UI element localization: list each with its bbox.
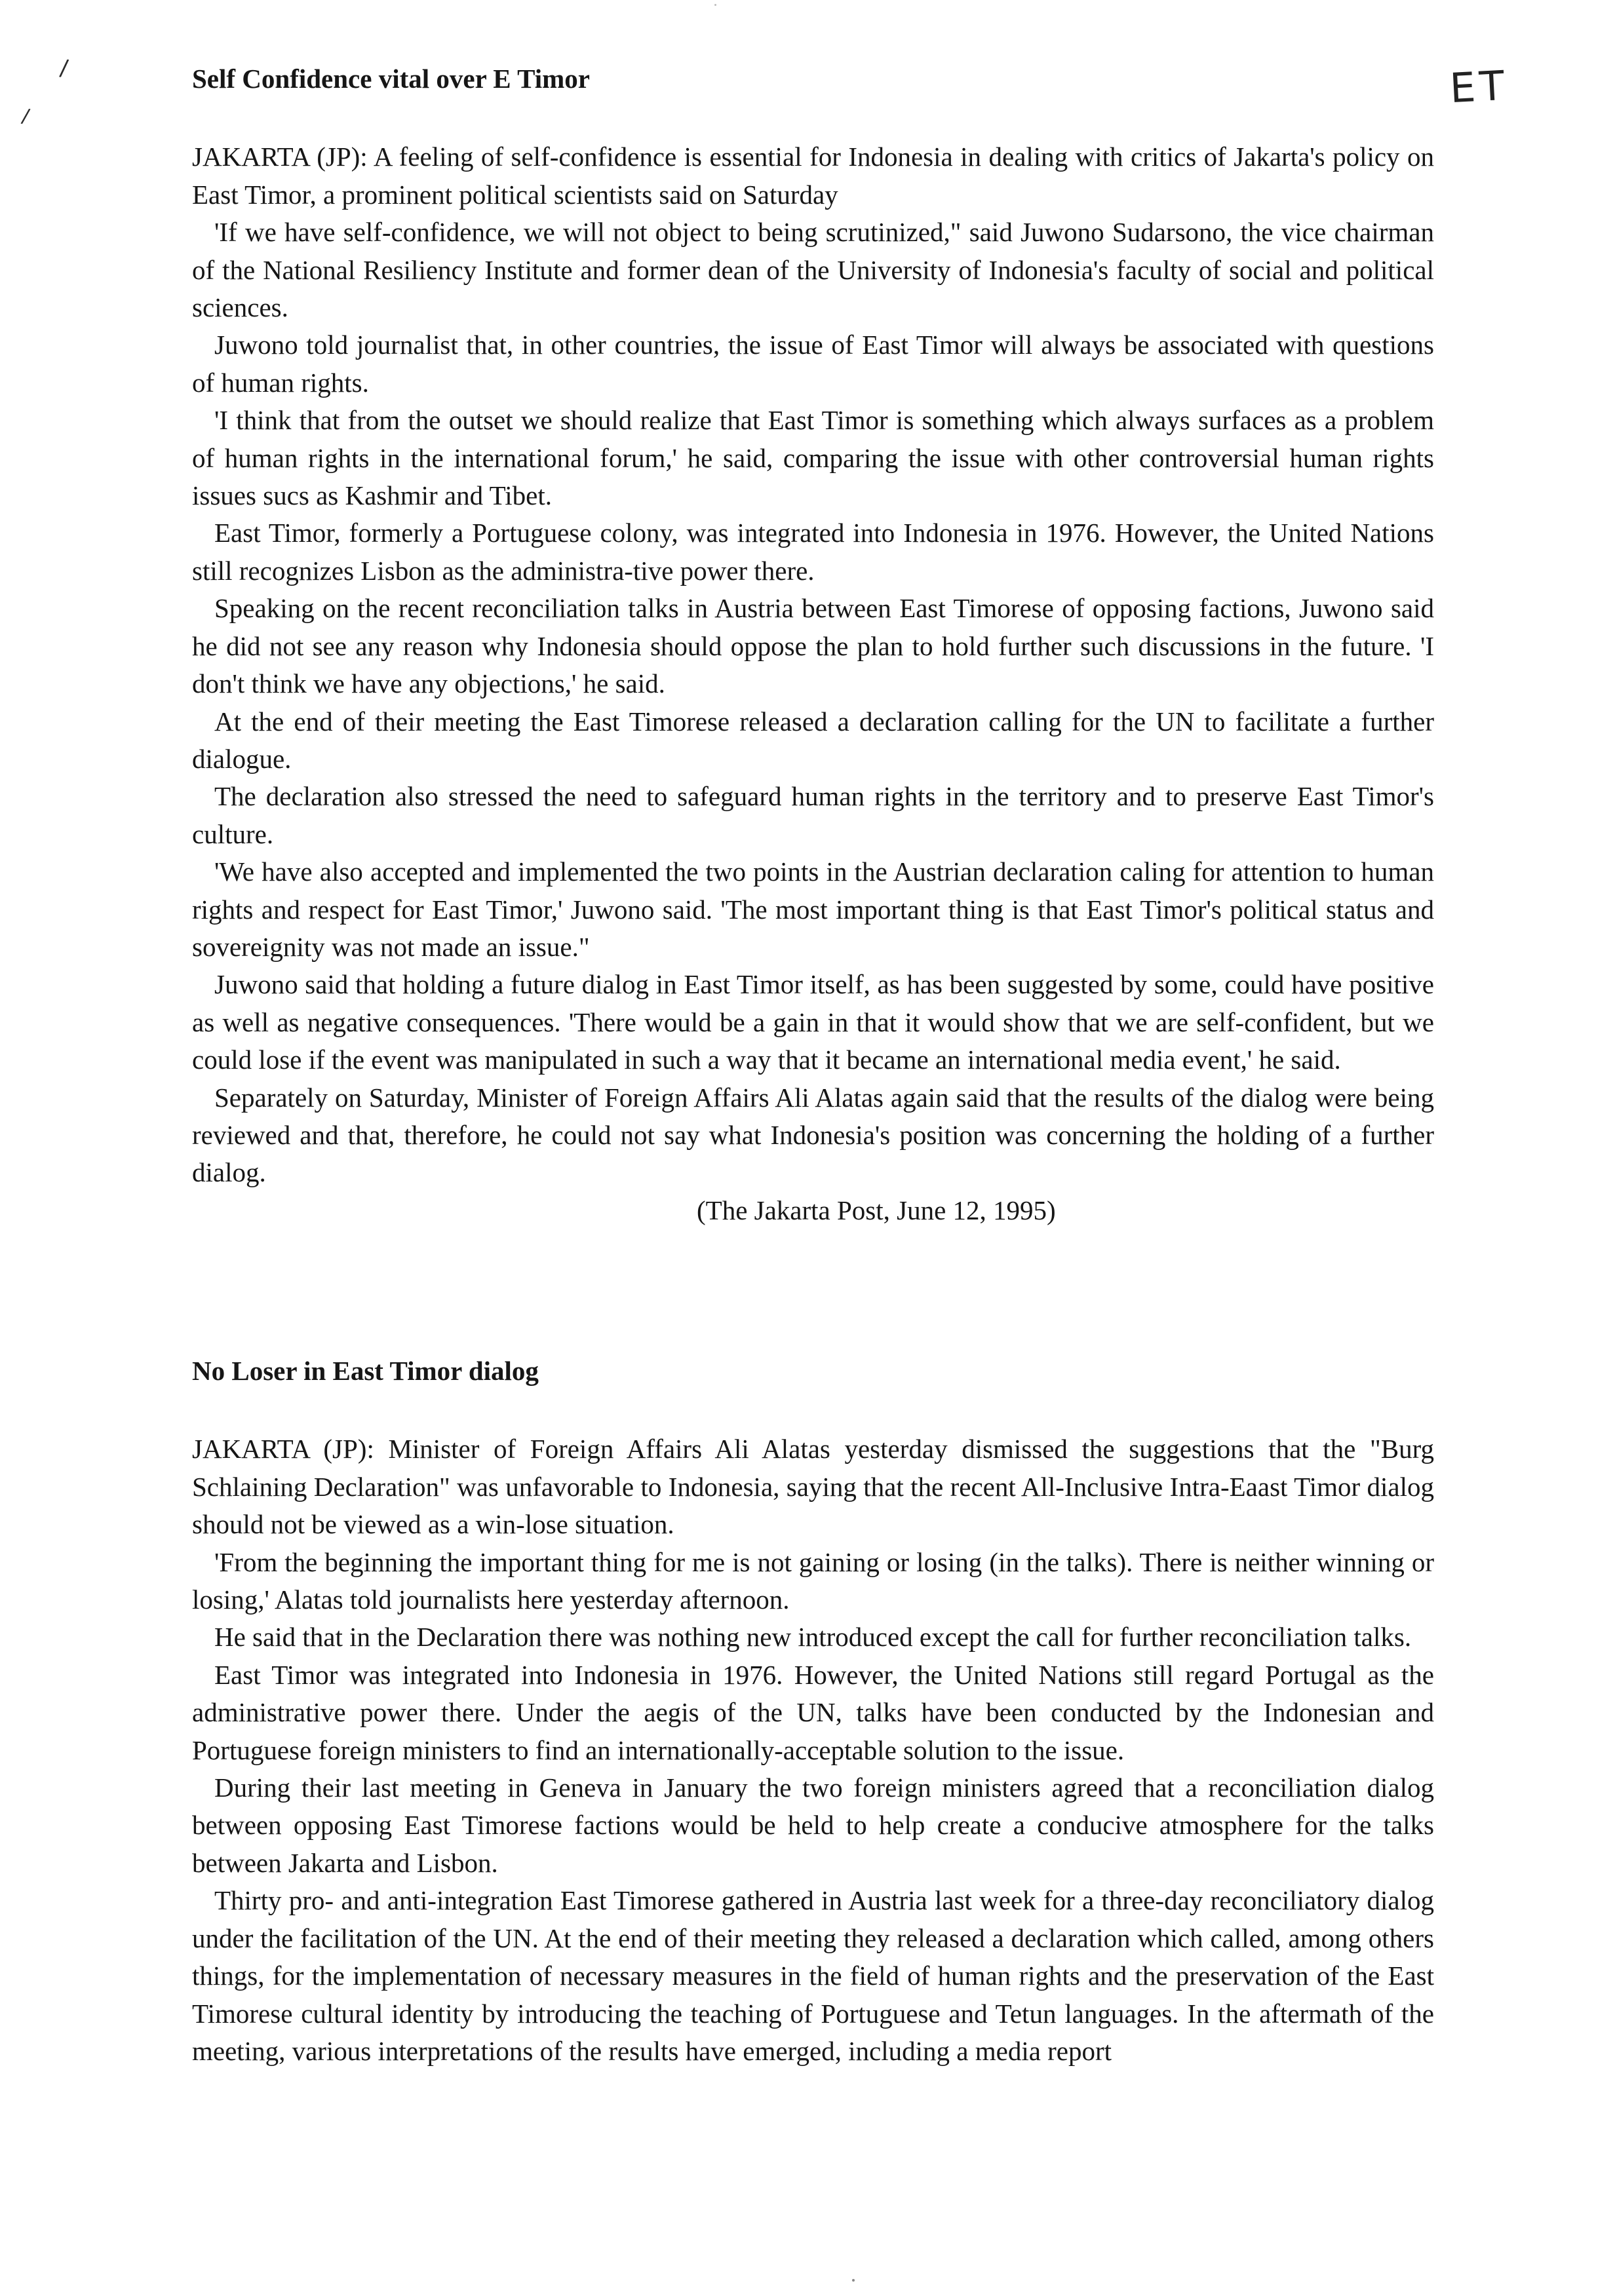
article-paragraph: 'If we have self-confidence, we will not object to being scrutinized," said Juwono Sudarsono, the vice chairman of the National Resiliency Institute and former dean of the University of Indonesia's faculty of social and political sciences. [192, 217, 1434, 323]
article-paragraph: East Timor, formerly a Portuguese colony, was integrated into Indonesia in 1976. However, the United Nations still recognizes Lisbon as the administra-tive power there. [192, 518, 1434, 586]
article-source-citation: (The Jakarta Post, June 12, 1995) [697, 1195, 1056, 1225]
article-paragraph: Juwono told journalist that, in other countries, the issue of East Timor will always be associated with questions of human rights. [192, 330, 1434, 398]
article-no-loser [192, 1352, 1434, 2070]
article-paragraph: During their last meeting in Geneva in January the two foreign ministers agreed that a reconciliation dialog between opposing East Timorese factions would be held to help create a conducive atmosphere for the talks between Jakarta and Lisbon. [192, 1772, 1434, 1878]
article-paragraph: Thirty pro- and anti-integration East Timorese gathered in Austria last week for a three-day reconciliatory dialog under the facilitation of the UN. At the end of their meeting they released a declaration which called, among others things, for the implementation of necessary measures in the field of human rights and the preservation of the East Timorese cultural identity by introducing the teaching of Portuguese and Tetun languages. In the aftermath of the meeting, various interpretations of the results have emerged, including a media report [192, 1885, 1434, 2066]
scan-speck [852, 2279, 855, 2282]
article-paragraph: 'We have also accepted and implemented the two points in the Austrian declaration caling for attention to human rights and respect for East Timor,' Juwono said. 'The most important thing is that East Timor's political status and sovereignity was not made an issue." [192, 856, 1434, 962]
article-paragraph: Speaking on the recent reconciliation talks in Austria between East Timorese of opposing factions, Juwono said he did not see any reason why Indonesia should oppose the plan to hold further such discussions in the future. 'I don't think we have any objections,' he said. [192, 593, 1434, 699]
article-paragraph: At the end of their meeting the East Timorese released a declaration calling for the UN to facilitate a further dialogue. [192, 706, 1434, 774]
article-paragraph: Separately on Saturday, Minister of Foreign Affairs Ali Alatas again said that the results of the dialog were being reviewed and that, therefore, he could not say what Indonesia's position was concerning the holding of a further dialog. [192, 1082, 1434, 1188]
article-paragraph: Juwono said that holding a future dialog in East Timor itself, as has been suggested by some, could have positive as well as negative consequences. 'There would be a gain in that it would show that we are self-confident, but we could lose if the event was manipulated in such a way that it became an international media event,' he said. [192, 969, 1434, 1075]
article-self-confidence [192, 60, 1434, 1229]
article-headline: Self Confidence vital over E Timor [192, 64, 590, 94]
article-headline: No Loser in East Timor dialog [192, 1356, 539, 1386]
article-paragraph: JAKARTA (JP): Minister of Foreign Affairs Ali Alatas yesterday dismissed the suggestions that the "Burg Schlaining Declaration" was unfavorable to Indonesia, saying that the recent All-Inclusive Intra-Eaast Timor dialog should not be viewed as a win-lose situation. [192, 1434, 1434, 1540]
article-paragraph: East Timor was integrated into Indonesia in 1976. However, the United Nations still regard Portugal as the administrative power there. Under the aegis of the UN, talks have been conducted by the Indonesian and Portuguese foreign ministers to find an internationally-acceptable solution to the issue. [192, 1659, 1434, 1765]
scan-speck [714, 4, 716, 6]
article-paragraph: JAKARTA (JP): A feeling of self-confidence is essential for Indonesia in dealing with critics of Jakarta's policy on East Timor, a prominent political scientists said on Saturday [192, 142, 1434, 210]
article-paragraph: He said that in the Declaration there was nothing new introduced except the call for further reconciliation talks. [214, 1622, 1412, 1653]
margin-tick-mark: / [20, 104, 31, 128]
margin-tick-mark: / [58, 54, 70, 82]
handwritten-initials: ET [1449, 61, 1509, 113]
article-paragraph: 'I think that from the outset we should realize that East Timor is something which always surfaces as a problem of human rights in the international forum,' he said, comparing the issue with other controversial human rights issues sucs as Kashmir and Tibet. [192, 405, 1434, 511]
article-paragraph: 'From the beginning the important thing for me is not gaining or losing (in the talks). There is neither winning or losing,' Alatas told journalists here yesterday afternoon. [192, 1546, 1434, 1615]
article-paragraph: The declaration also stressed the need to safeguard human rights in the territory and to preserve East Timor's culture. [192, 781, 1434, 849]
